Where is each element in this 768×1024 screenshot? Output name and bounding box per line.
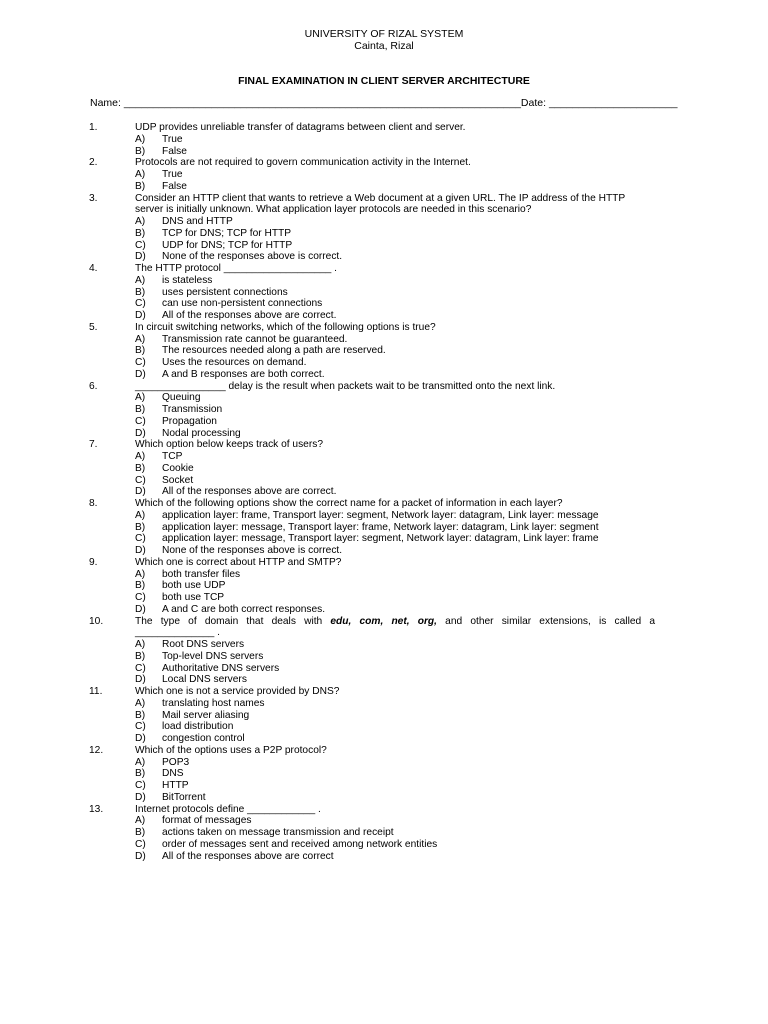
answer-option xyxy=(0,228,768,240)
option-letter: C) xyxy=(135,592,146,603)
option-text: A and B responses are both correct. xyxy=(162,368,325,380)
option-letter: B) xyxy=(135,345,146,357)
question-stem: Consider an HTTP client that wants to retrieve a Web document at a given URL. The IP address of the HTTP server is initially unknown. What application layer protocols are needed in this scenario? xyxy=(135,192,625,216)
question-1 xyxy=(0,122,768,157)
answer-option xyxy=(0,169,768,181)
answer-option xyxy=(0,240,768,252)
question-4 xyxy=(0,263,768,322)
option-text: Local DNS servers xyxy=(162,674,247,686)
answer-option xyxy=(0,404,768,416)
option-letter: C) xyxy=(135,298,146,310)
answer-option xyxy=(0,475,768,487)
option-text: Root DNS servers xyxy=(162,639,245,650)
answer-option xyxy=(0,134,768,146)
option-letter: A) xyxy=(135,509,146,521)
option-letter: A) xyxy=(135,639,146,650)
answer-option xyxy=(0,792,768,804)
campus-name: Cainta, Rizal xyxy=(354,40,414,52)
answer-option xyxy=(0,768,768,780)
option-letter: D) xyxy=(135,674,146,686)
option-text: can use non-persistent connections xyxy=(162,298,323,310)
question-number: 9. xyxy=(89,556,98,568)
option-text: format of messages xyxy=(162,815,252,827)
option-text: None of the responses above is correct. xyxy=(162,251,343,263)
option-text: DNS xyxy=(162,768,184,780)
option-text: congestion control xyxy=(162,733,245,744)
question-2 xyxy=(0,157,768,192)
option-letter: B) xyxy=(135,521,146,533)
answer-option xyxy=(0,780,768,792)
option-letter: B) xyxy=(135,227,146,239)
question-10 xyxy=(0,616,768,687)
answer-option xyxy=(0,334,768,346)
option-text: TCP xyxy=(162,451,183,462)
answer-option xyxy=(0,216,768,228)
option-text: both transfer files xyxy=(162,568,241,580)
answer-option xyxy=(0,428,768,440)
option-letter: A) xyxy=(135,133,146,145)
answer-option xyxy=(0,604,768,616)
option-text: All of the responses above are correct. xyxy=(162,486,337,498)
option-letter: B) xyxy=(135,709,146,721)
question-number: 5. xyxy=(89,321,98,333)
option-text: Uses the resources on demand. xyxy=(162,357,307,368)
question-stem: In circuit switching networks, which of the following options is true? xyxy=(135,321,436,333)
option-letter: D) xyxy=(135,310,146,321)
answer-option xyxy=(0,251,768,263)
option-text: both use UDP xyxy=(162,580,226,592)
answer-option xyxy=(0,721,768,733)
answer-option xyxy=(0,674,768,686)
answer-option xyxy=(0,757,768,769)
question-number: 2. xyxy=(89,157,98,169)
option-letter: D) xyxy=(135,427,146,439)
option-letter: D) xyxy=(135,486,146,498)
option-letter: A) xyxy=(135,451,146,462)
option-text: True xyxy=(162,169,183,180)
question-5 xyxy=(0,322,768,381)
answer-option xyxy=(0,698,768,710)
option-letter: B) xyxy=(135,827,146,838)
option-letter: C) xyxy=(135,239,146,251)
option-text: Queuing xyxy=(162,392,201,404)
option-text: A and C are both correct responses. xyxy=(162,603,326,615)
option-text: UDP for DNS; TCP for HTTP xyxy=(162,239,293,251)
option-text: load distribution xyxy=(162,721,234,733)
option-letter: B) xyxy=(135,650,146,662)
option-letter: B) xyxy=(135,286,146,298)
answer-option xyxy=(0,392,768,404)
question-stem-line xyxy=(135,616,655,628)
option-letter: C) xyxy=(135,533,146,545)
question-stem: Which of the following options show the correct name for a packet of information in each layer? xyxy=(135,498,563,509)
option-text: application layer: frame, Transport layer: segment, Network layer: datagram, Link layer: message xyxy=(162,509,599,521)
exam-title: FINAL EXAMINATION IN CLIENT SERVER ARCHITECTURE xyxy=(238,75,530,87)
option-text: Nodal processing xyxy=(162,427,241,439)
answer-option xyxy=(0,510,768,522)
question-13 xyxy=(0,804,768,863)
option-letter: D) xyxy=(135,603,146,615)
answer-option xyxy=(0,486,768,498)
option-letter: A) xyxy=(135,815,146,827)
question-number: 12. xyxy=(89,744,104,756)
answer-option xyxy=(0,451,768,463)
option-text: Cookie xyxy=(162,462,194,474)
option-text: Transmission rate cannot be guaranteed. xyxy=(162,333,348,345)
answer-option xyxy=(0,310,768,322)
option-text: HTTP xyxy=(162,780,189,791)
question-6 xyxy=(0,381,768,440)
option-letter: D) xyxy=(135,791,146,803)
name-date-line: Name: ____________________________________________________________________Date: ______________________ xyxy=(90,97,678,109)
answer-option xyxy=(0,298,768,310)
option-text: Mail server aliasing xyxy=(162,709,250,721)
question-9 xyxy=(0,557,768,616)
option-letter: C) xyxy=(135,662,146,674)
option-letter: B) xyxy=(135,145,146,157)
answer-option xyxy=(0,275,768,287)
option-text: TCP for DNS; TCP for HTTP xyxy=(162,227,292,239)
option-letter: C) xyxy=(135,415,146,427)
question-stem: UDP provides unreliable transfer of datagrams between client and server. xyxy=(135,122,466,133)
answer-option xyxy=(0,651,768,663)
option-text: Transmission xyxy=(162,404,223,415)
option-letter: D) xyxy=(135,733,146,744)
answer-option xyxy=(0,369,768,381)
question-number: 1. xyxy=(89,122,98,133)
answer-option xyxy=(0,580,768,592)
question-stem: Which option below keeps track of users? xyxy=(135,439,323,451)
option-text: order of messages sent and received among network entities xyxy=(162,838,438,850)
option-text: The resources needed along a path are reserved. xyxy=(162,345,386,357)
option-letter: A) xyxy=(135,568,146,580)
question-stem: ________________ delay is the result when packets wait to be transmitted onto the next link. xyxy=(135,380,556,392)
option-letter: B) xyxy=(135,580,146,592)
option-text: True xyxy=(162,133,183,145)
question-stem: Protocols are not required to govern communication activity in the Internet. xyxy=(135,157,471,169)
answer-option xyxy=(0,592,768,604)
answer-option xyxy=(0,839,768,851)
option-letter: A) xyxy=(135,697,146,709)
option-text: False xyxy=(162,145,187,157)
option-text: Socket xyxy=(162,474,194,486)
option-text: All of the responses above are correct xyxy=(162,850,334,862)
question-3 xyxy=(0,193,768,264)
option-letter: A) xyxy=(135,169,146,180)
option-text: actions taken on message transmission and receipt xyxy=(162,827,394,838)
option-text: DNS and HTTP xyxy=(162,216,233,227)
stem-text: and other similar extensions, is called a xyxy=(436,615,655,627)
option-text: translating host names xyxy=(162,697,265,709)
option-letter: D) xyxy=(135,545,146,556)
answer-option xyxy=(0,733,768,745)
stem-text: The type of domain that deals with xyxy=(135,615,331,627)
answer-option xyxy=(0,181,768,193)
question-stem: Internet protocols define ____________ . xyxy=(135,803,321,815)
option-letter: D) xyxy=(135,850,146,862)
option-text: Authoritative DNS servers xyxy=(162,662,280,674)
answer-option xyxy=(0,827,768,839)
option-text: False xyxy=(162,180,187,192)
option-letter: C) xyxy=(135,357,146,368)
question-stem-line: ______________ . xyxy=(135,627,220,639)
question-number: 10. xyxy=(89,615,104,627)
question-stem: Which one is not a service provided by DNS? xyxy=(135,686,340,697)
answer-option xyxy=(0,663,768,675)
option-letter: C) xyxy=(135,474,146,486)
option-text: Propagation xyxy=(162,415,217,427)
question-stem: Which one is correct about HTTP and SMTP? xyxy=(135,556,342,568)
option-text: None of the responses above is correct. xyxy=(162,545,343,556)
answer-option xyxy=(0,639,768,651)
option-letter: B) xyxy=(135,180,146,192)
question-11 xyxy=(0,686,768,745)
question-number: 4. xyxy=(89,263,98,274)
option-letter: A) xyxy=(135,392,146,404)
option-letter: D) xyxy=(135,368,146,380)
institution-name: UNIVERSITY OF RIZAL SYSTEM xyxy=(304,28,464,40)
option-text: both use TCP xyxy=(162,592,225,603)
question-stem: Which of the options uses a P2P protocol? xyxy=(135,744,327,756)
answer-option xyxy=(0,522,768,534)
answer-option xyxy=(0,287,768,299)
option-letter: A) xyxy=(135,756,146,768)
option-text: is stateless xyxy=(162,274,213,286)
answer-option xyxy=(0,533,768,545)
option-text: uses persistent connections xyxy=(162,286,288,298)
question-number: 3. xyxy=(89,192,98,204)
question-number: 11. xyxy=(89,686,103,697)
answer-option xyxy=(0,545,768,557)
option-letter: C) xyxy=(135,838,146,850)
answer-option xyxy=(0,357,768,369)
answer-option xyxy=(0,851,768,863)
option-letter: A) xyxy=(135,333,146,345)
option-text: All of the responses above are correct. xyxy=(162,310,337,321)
option-text: Top-level DNS servers xyxy=(162,650,264,662)
answer-option xyxy=(0,416,768,428)
option-text: BitTorrent xyxy=(162,791,206,803)
answer-option xyxy=(0,345,768,357)
option-text: application layer: message, Transport layer: segment, Network layer: datagram, Link layer: frame xyxy=(162,533,599,545)
answer-option xyxy=(0,710,768,722)
option-letter: B) xyxy=(135,462,146,474)
question-number: 7. xyxy=(89,439,98,451)
option-letter: C) xyxy=(135,780,146,791)
question-7 xyxy=(0,439,768,498)
option-letter: B) xyxy=(135,768,146,780)
answer-option xyxy=(0,815,768,827)
option-letter: A) xyxy=(135,216,146,227)
option-text: POP3 xyxy=(162,756,190,768)
question-list xyxy=(0,122,768,862)
option-letter: D) xyxy=(135,251,146,263)
question-number: 13. xyxy=(89,803,104,815)
option-letter: C) xyxy=(135,721,146,733)
domain-extensions: edu, com, net, org, xyxy=(330,615,437,627)
question-stem: The HTTP protocol ___________________ . xyxy=(135,263,338,274)
question-8 xyxy=(0,498,768,557)
option-text: application layer: message, Transport layer: frame, Network layer: datagram, Link layer: segment xyxy=(162,521,599,533)
answer-option xyxy=(0,569,768,581)
answer-option xyxy=(0,463,768,475)
question-number: 6. xyxy=(89,380,98,392)
question-stem xyxy=(135,616,655,640)
question-12 xyxy=(0,745,768,804)
answer-option xyxy=(0,146,768,158)
question-number: 8. xyxy=(89,498,98,509)
option-letter: A) xyxy=(135,274,146,286)
option-letter: B) xyxy=(135,404,146,415)
